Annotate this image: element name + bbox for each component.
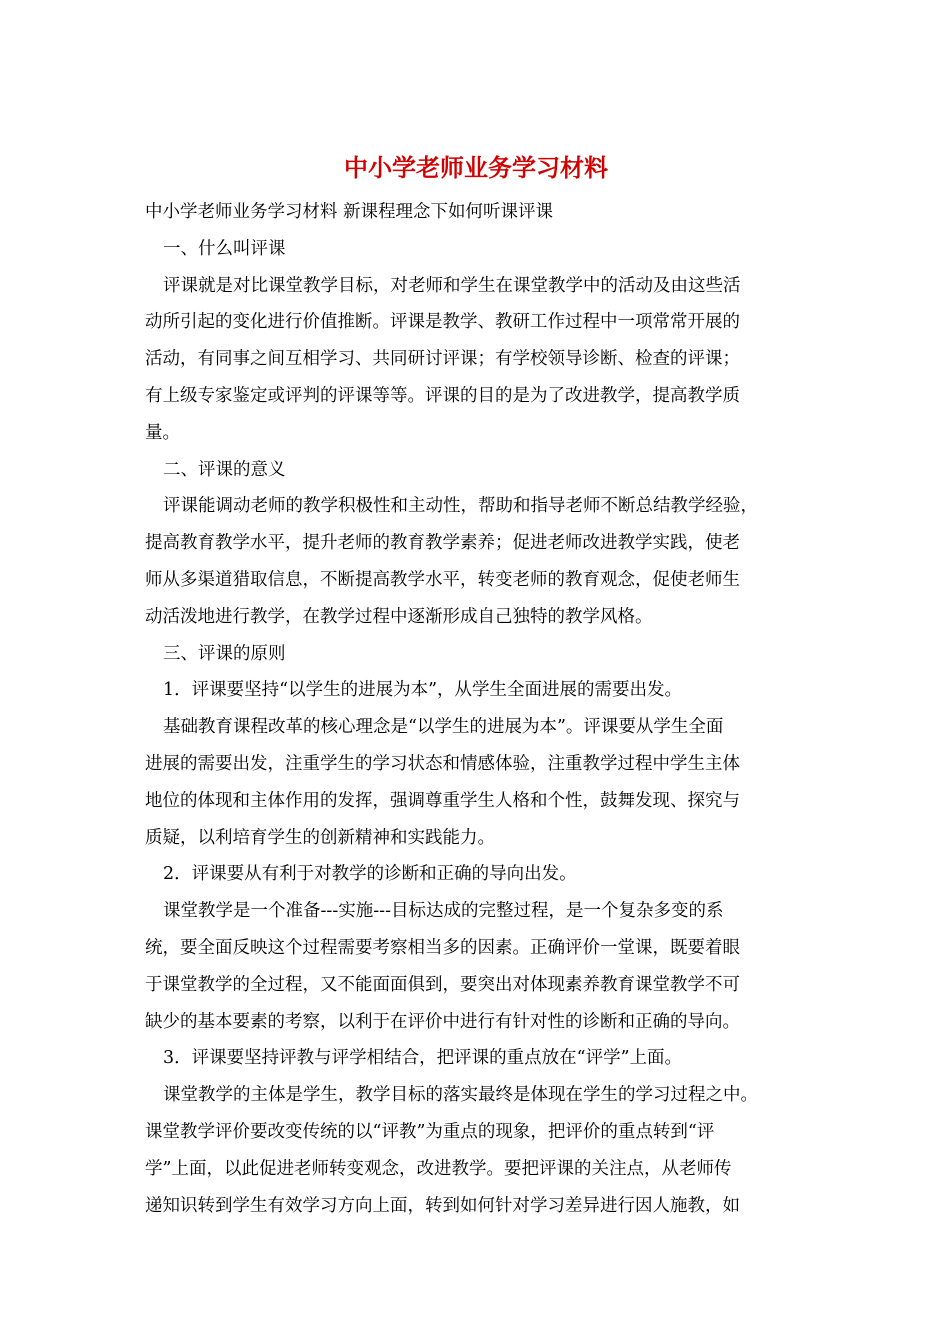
text-line: 动活泼地进行教学，在教学过程中逐渐形成自己独特的教学风格。	[145, 606, 653, 627]
text-line: 课堂教学是一个准备---实施---目标达成的完整过程，是一个复杂多变的系	[163, 901, 724, 922]
text-line: 2．评课要从有利于对教学的诊断和正确的导向出发。	[163, 864, 577, 885]
text-line: 有上级专家鉴定或评判的评课等等。评课的目的是为了改进教学，提高教学质	[145, 385, 740, 406]
text-line: 地位的体现和主体作用的发挥，强调尊重学生人格和个性，鼓舞发现、探究与	[145, 790, 740, 811]
text-line: 基础教育课程改革的核心理念是“以学生的进展为本”。评课要从学生全面	[163, 717, 724, 738]
text-line: 于课堂教学的全过程，又不能面面俱到，要突出对体现素养教育课堂教学不可	[145, 974, 740, 995]
text-line: 缺少的基本要素的考察，以利于在评价中进行有针对性的诊断和正确的导向。	[145, 1011, 740, 1032]
text-line: 进展的需要出发，注重学生的学习状态和情感体验，注重教学过程中学生主体	[145, 753, 740, 774]
text-line: 三、评课的原则	[163, 643, 286, 664]
text-line: 中小学老师业务学习材料 新课程理念下如何听课评课	[145, 202, 554, 222]
document-body	[145, 194, 807, 1224]
text-line: 量。	[145, 422, 180, 443]
text-line: 动所引起的变化进行价值推断。评课是教学、教研工作过程中一项常常开展的	[145, 312, 740, 333]
text-line: 二、评课的意义	[163, 459, 286, 480]
text-line: 评课能调动老师的教学积极性和主动性，帮助和指导老师不断总结教学经验，	[163, 496, 758, 517]
text-line: 课堂教学评价要改变传统的以“评教”为重点的现象，把评价的重点转到“评	[145, 1121, 715, 1142]
text-line: 3．评课要坚持评教与评学相结合，把评课的重点放在“评学”上面。	[163, 1048, 683, 1069]
text-line: 1．评课要坚持“以学生的进展为本”，从学生全面进展的需要出发。	[163, 680, 683, 701]
document-page	[145, 150, 807, 1224]
text-line: 质疑，以利培育学生的创新精神和实践能力。	[145, 827, 495, 848]
text-line: 评课就是对比课堂教学目标，对老师和学生在课堂教学中的活动及由这些活	[163, 275, 741, 296]
text-line: 活动，有同事之间互相学习、共同研讨评课；有学校领导诊断、检查的评课；	[145, 349, 740, 370]
text-line: 一、什么叫评课	[163, 238, 286, 259]
text-line: 课堂教学的主体是学生，教学目标的落实最终是体现在学生的学习过程之中。	[163, 1085, 758, 1106]
text-line: 统，要全面反映这个过程需要考察相当多的因素。正确评价一堂课，既要着眼	[145, 937, 740, 958]
text-line: 学”上面，以此促进老师转变观念，改进教学。要把评课的关注点，从老师传	[145, 1158, 732, 1179]
text-line: 师从多渠道猎取信息，不断提高教学水平，转变老师的教育观念，促使老师生	[145, 569, 740, 590]
document-title: 中小学老师业务学习材料	[344, 153, 608, 182]
text-line: 提高教育教学水平，提升老师的教育教学素养；促进老师改进教学实践，使老	[145, 533, 740, 554]
text-line: 递知识转到学生有效学习方向上面，转到如何针对学习差异进行因人施教，如	[145, 1195, 740, 1216]
